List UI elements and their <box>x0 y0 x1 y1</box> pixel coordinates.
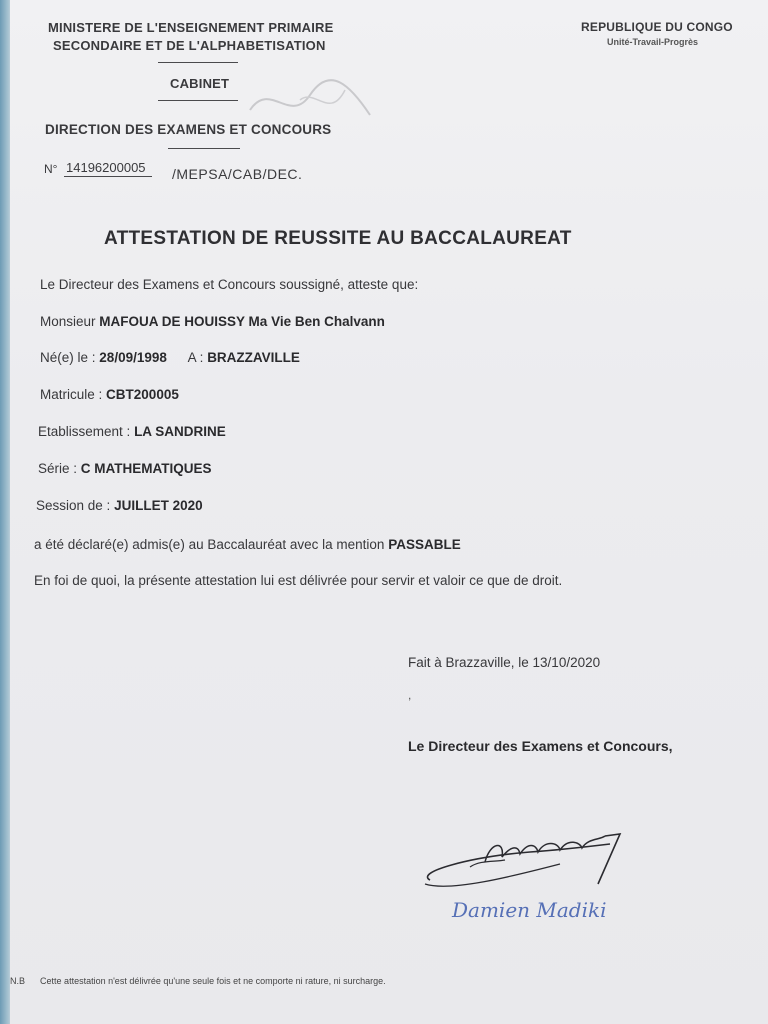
name-label: Monsieur <box>40 314 96 329</box>
born-place-label: A : <box>187 350 204 365</box>
admission-line <box>34 537 461 552</box>
session-value: JUILLET 2020 <box>114 498 203 513</box>
place-date: Fait à Brazzaville, le 13/10/2020 <box>408 655 601 670</box>
ref-prefix: N° <box>44 162 58 176</box>
session-label: Session de : <box>36 498 111 513</box>
footer-note <box>10 976 386 986</box>
mention-value: PASSABLE <box>388 537 461 552</box>
etablissement-value: LA SANDRINE <box>134 424 226 439</box>
ministry-line-1: MINISTERE DE L'ENSEIGNEMENT PRIMAIRE <box>48 20 334 35</box>
handwritten-signature <box>410 822 630 902</box>
faint-stamp-mark <box>240 70 400 140</box>
nb-text: Cette attestation n'est délivrée qu'une seule fois et ne comporte ni rature, ni surcharge. <box>40 976 386 986</box>
country-motto: Unité-Travail-Progrès <box>607 37 699 47</box>
born-place: BRAZZAVILLE <box>207 350 300 365</box>
admission-text: a été déclaré(e) admis(e) au Baccalauréat avec la mention <box>34 537 385 552</box>
direction-label: DIRECTION DES EXAMENS ET CONCOURS <box>45 122 332 137</box>
header-rule-2 <box>158 100 238 101</box>
born-date: 28/09/1998 <box>99 350 167 365</box>
signatory-title: Le Directeur des Examens et Concours, <box>408 738 673 754</box>
ref-number: 14196200005 <box>64 160 152 177</box>
matricule-line <box>40 387 179 402</box>
attestation-document <box>10 0 768 1024</box>
born-label: Né(e) le : <box>40 350 96 365</box>
header-rule-3 <box>168 148 240 149</box>
matricule-value: CBT200005 <box>106 387 179 402</box>
candidate-name-line <box>40 314 385 329</box>
country-name: REPUBLIQUE DU CONGO <box>581 20 733 34</box>
ref-suffix: /MEPSA/CAB/DEC. <box>172 166 303 182</box>
birth-line <box>40 350 300 365</box>
page-title: ATTESTATION DE REUSSITE AU BACCALAUREAT <box>104 228 572 249</box>
nb-label: N.B <box>10 976 26 986</box>
serie-label: Série : <box>38 461 78 476</box>
foi-text: En foi de quoi, la présente attestation lui est délivrée pour servir et valoir ce que de droit. <box>34 573 563 588</box>
ministry-line-2: SECONDAIRE ET DE L'ALPHABETISATION <box>53 38 326 53</box>
session-line <box>36 498 203 513</box>
etablissement-line <box>38 424 226 439</box>
candidate-name: MAFOUA DE HOUISSY Ma Vie Ben Chalvann <box>99 314 385 329</box>
etablissement-label: Etablissement : <box>38 424 131 439</box>
serie-value: C MATHEMATIQUES <box>80 461 212 476</box>
serie-line <box>38 461 212 476</box>
intro-text: Le Directeur des Examens et Concours soussigné, atteste que: <box>40 277 419 292</box>
cabinet-label: CABINET <box>170 76 230 91</box>
signatory-name: Damien Madiki <box>452 898 607 922</box>
header-rule-1 <box>158 62 238 63</box>
matricule-label: Matricule : <box>40 387 103 402</box>
stray-mark: , <box>408 688 412 702</box>
